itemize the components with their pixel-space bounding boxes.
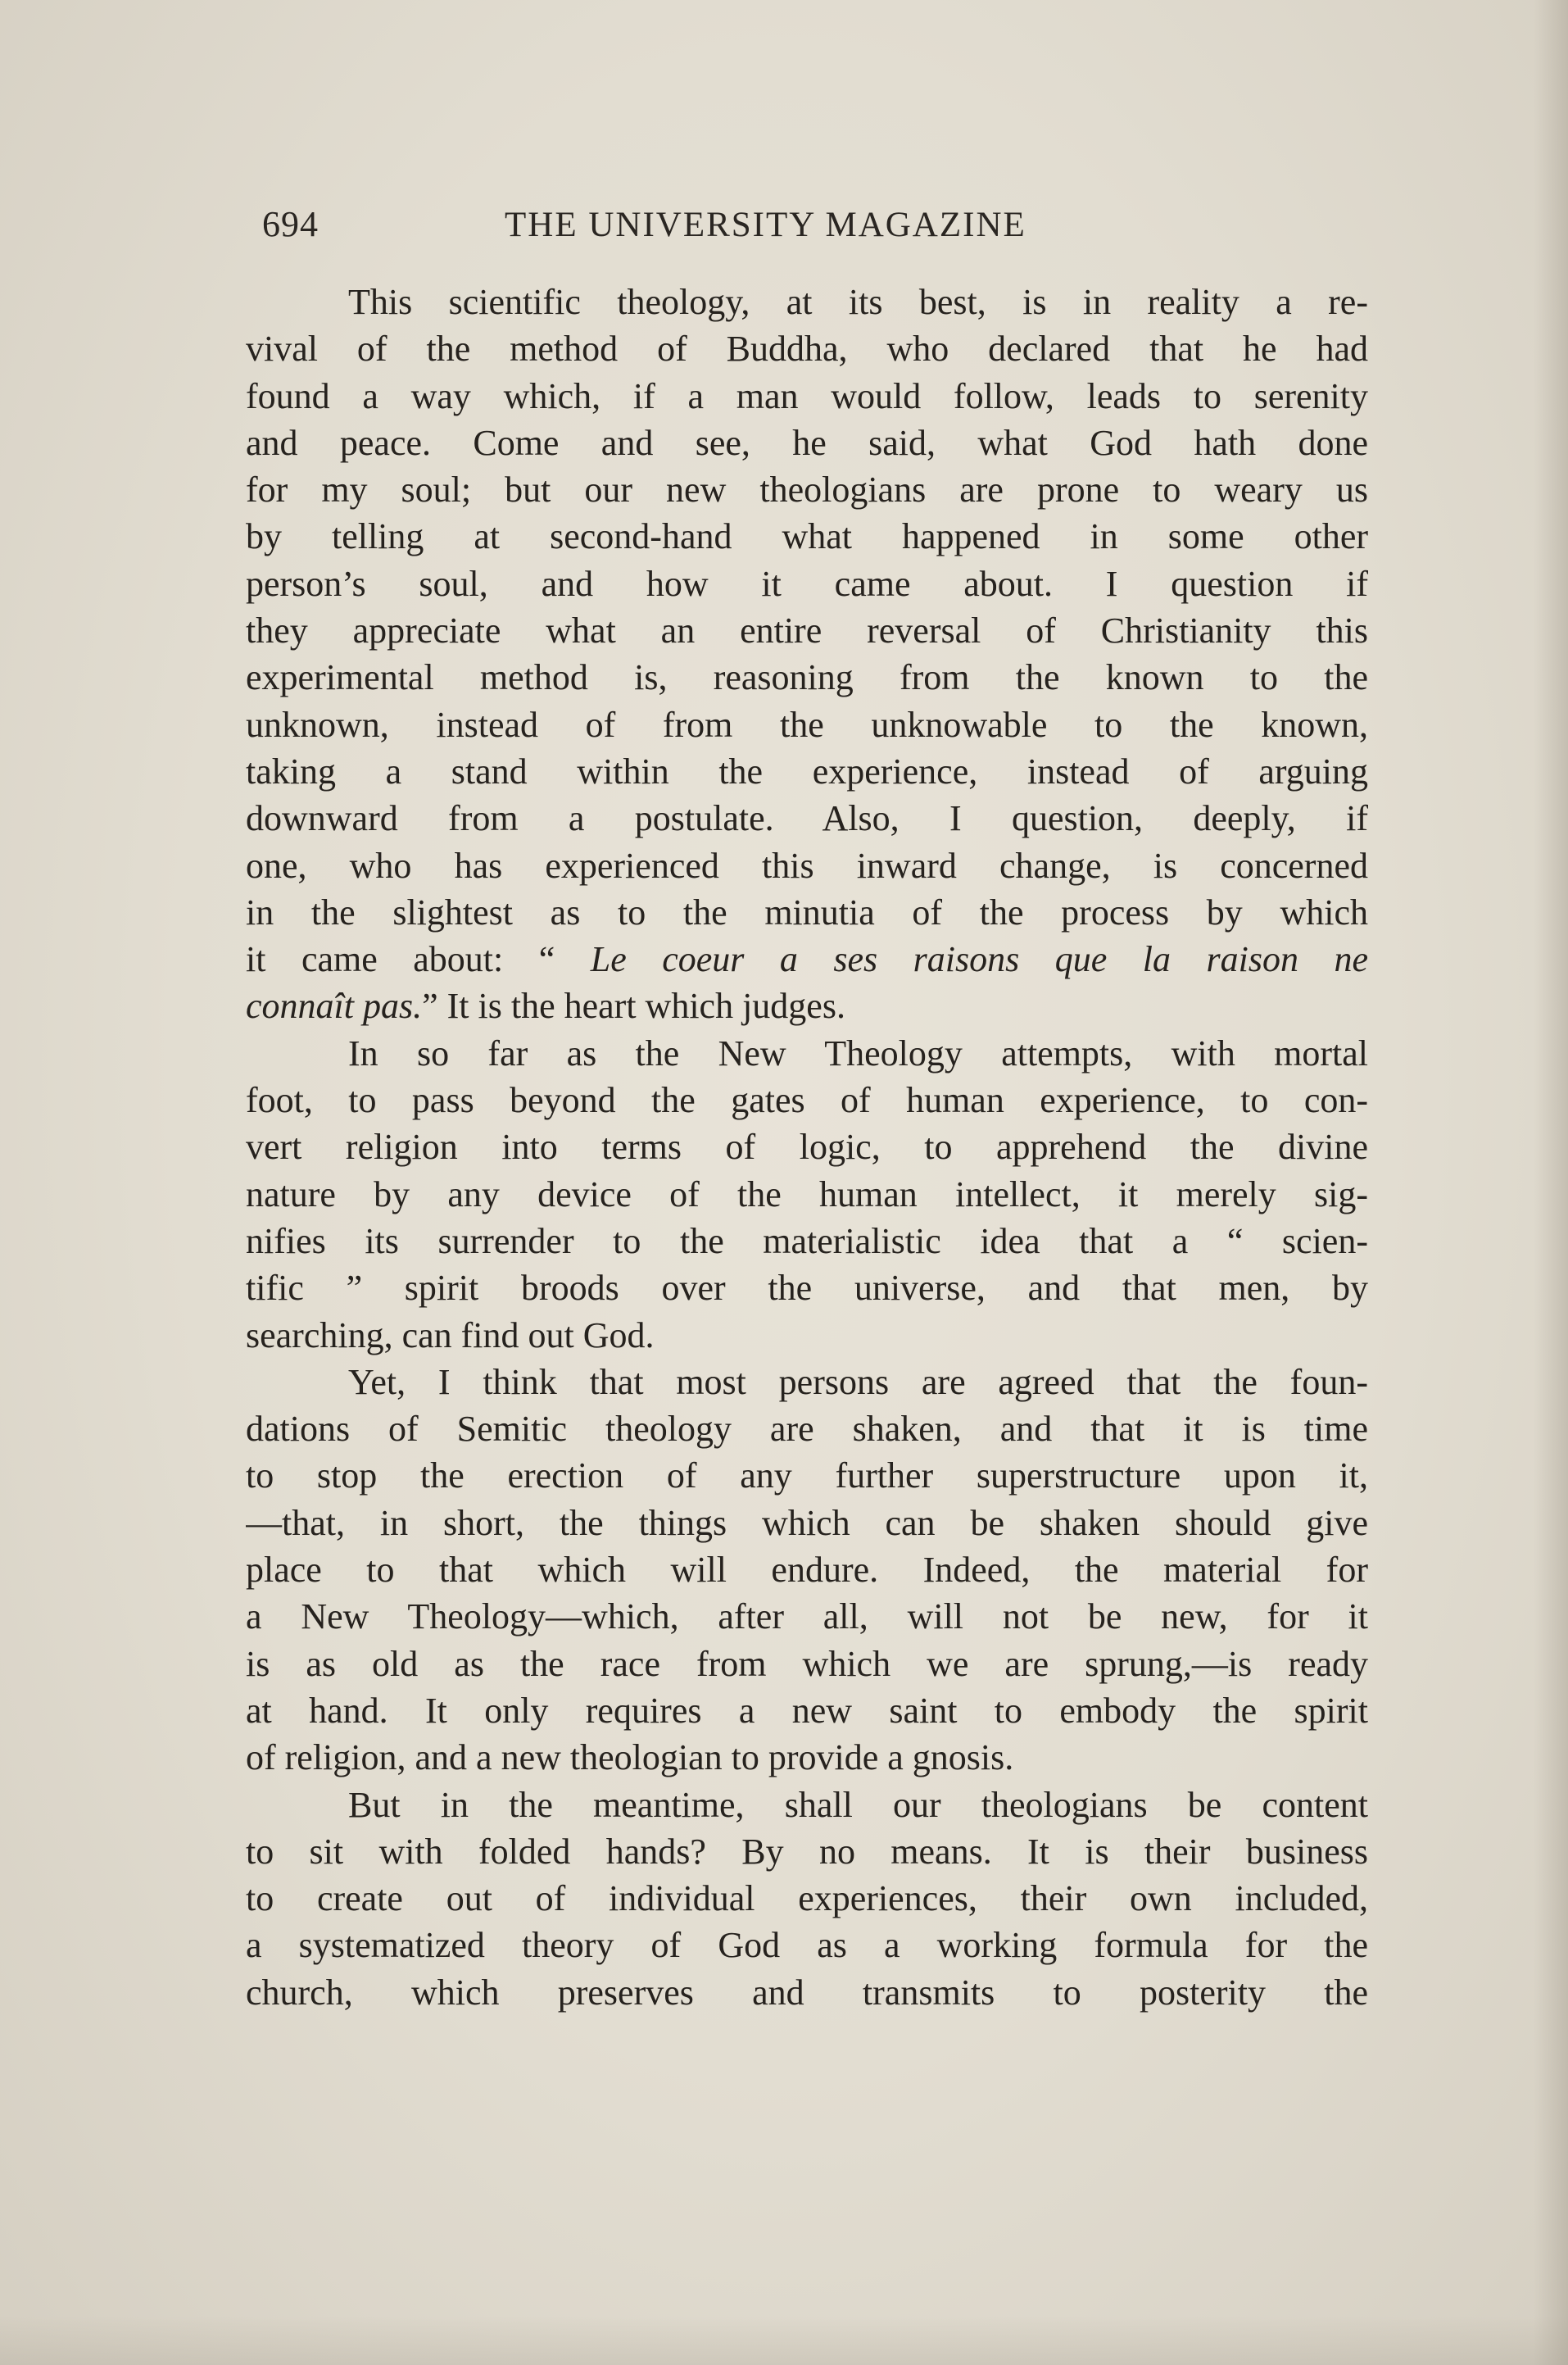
paragraph-3 bbox=[246, 1359, 1368, 1782]
text-line: But in the meantime, shall our theologians be content bbox=[348, 1784, 1368, 1825]
quote-line bbox=[246, 936, 1368, 983]
text-line: by telling at second-hand what happened in some other bbox=[246, 516, 1368, 557]
text-line: and peace. Come and see, he said, what God hath done bbox=[246, 422, 1368, 463]
quote-end-line bbox=[246, 983, 1368, 1029]
text-line: taking a stand within the experience, instead of arguing bbox=[246, 751, 1368, 792]
text-line: searching, can find out God. bbox=[246, 1314, 655, 1355]
french-quote-italic: Le coeur a ses raisons que la raison ne bbox=[590, 939, 1368, 980]
text-line: at hand. It only requires a new saint to embody the spirit bbox=[246, 1690, 1368, 1731]
text-line: church, which preserves and transmits to posterity the bbox=[246, 1972, 1368, 2013]
french-quote-italic-end: connaît pas. bbox=[246, 986, 423, 1027]
page-header bbox=[262, 203, 1140, 261]
text-line: downward from a postulate. Also, I question, deeply, if bbox=[246, 798, 1368, 839]
paragraph-4 bbox=[246, 1782, 1368, 2016]
text-line: a New Theology—which, after all, will not be new, for it bbox=[246, 1596, 1368, 1637]
page-edge-shadow bbox=[1534, 0, 1568, 2365]
text-line: they appreciate what an entire reversal of Christianity this bbox=[246, 611, 1368, 651]
text-line: —that, in short, the things which can be shaken should give bbox=[246, 1502, 1368, 1543]
page-bottom-shadow bbox=[0, 2316, 1568, 2365]
text-line: nature by any device of the human intellect, it merely sig- bbox=[246, 1173, 1368, 1214]
paragraph-2 bbox=[246, 1030, 1368, 1359]
text-line: to sit with folded hands? By no means. It is their business bbox=[246, 1831, 1368, 1872]
text-line: to stop the erection of any further superstructure upon it, bbox=[246, 1455, 1368, 1496]
text-line: place to that which will endure. Indeed, the material for bbox=[246, 1550, 1368, 1591]
text-line: unknown, instead of from the unknowable to the known, bbox=[246, 704, 1368, 745]
text-line: to create out of individual experiences, their own included, bbox=[246, 1878, 1368, 1919]
text-line: one, who has experienced this inward change, is concerned bbox=[246, 845, 1368, 886]
text-line: dations of Semitic theology are shaken, and that it is time bbox=[246, 1409, 1368, 1450]
text-line: found a way which, if a man would follow, leads to serenity bbox=[246, 375, 1368, 416]
text-line: Yet, I think that most persons are agreed that the foun- bbox=[348, 1361, 1368, 1402]
paragraph-1 bbox=[246, 279, 1368, 1030]
body-text bbox=[246, 279, 1368, 2016]
text-line: experimental method is, reasoning from the known to the bbox=[246, 657, 1368, 698]
text-line: vert religion into terms of logic, to apprehend the divine bbox=[246, 1127, 1368, 1168]
running-head: THE UNIVERSITY MAGAZINE bbox=[505, 206, 1026, 244]
text-line: foot, to pass beyond the gates of human experience, to con- bbox=[246, 1080, 1368, 1121]
text-line: tific ” spirit broods over the universe, and that men, by bbox=[246, 1268, 1368, 1309]
quote-tail-text: ” It is the heart which judges. bbox=[422, 986, 845, 1027]
quote-lead-text: it came about: “ bbox=[246, 939, 591, 980]
page-number: 694 bbox=[262, 204, 319, 244]
text-line: nifies its surrender to the materialistic idea that a “ scien- bbox=[246, 1220, 1368, 1261]
text-line: is as old as the race from which we are sprung,—is ready bbox=[246, 1643, 1368, 1684]
text-line: This scientific theology, at its best, is in reality a re- bbox=[348, 282, 1368, 322]
text-line: a systematized theory of God as a working formula for the bbox=[246, 1925, 1368, 1966]
text-line: of religion, and a new theologian to provide a gnosis. bbox=[246, 1737, 1014, 1778]
text-line: In so far as the New Theology attempts, with mortal bbox=[348, 1033, 1368, 1074]
text-line: for my soul; but our new theologians are prone to weary us bbox=[246, 470, 1368, 511]
text-line: in the slightest as to the minutia of the process by which bbox=[246, 892, 1368, 933]
text-line: person’s soul, and how it came about. I question if bbox=[246, 563, 1368, 604]
text-line: vival of the method of Buddha, who declared that he had bbox=[246, 329, 1368, 370]
